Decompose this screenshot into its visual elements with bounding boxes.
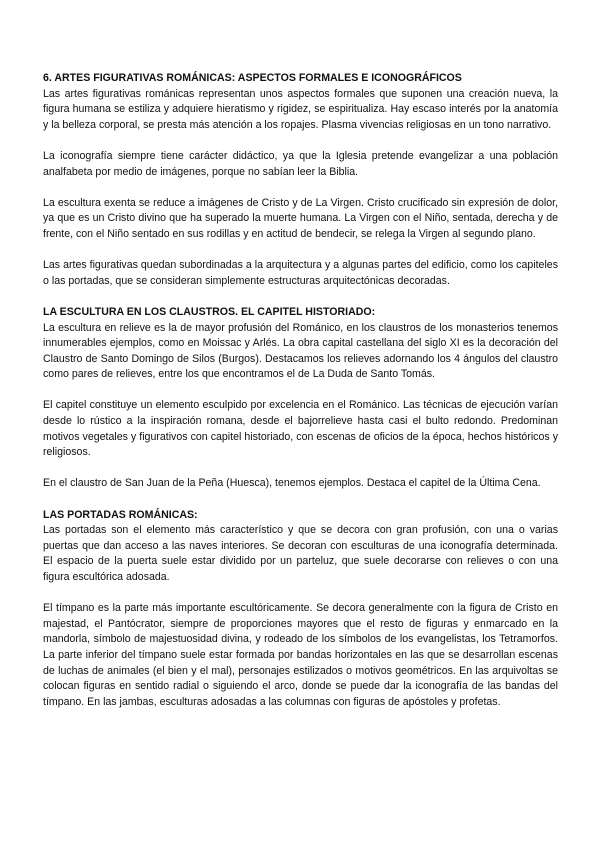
paragraph: En el claustro de San Juan de la Peña (Huesca), tenemos ejemplos. Destaca el capitel de la Última Cena. bbox=[43, 477, 541, 490]
section-portadas-romanicas bbox=[43, 508, 558, 711]
paragraph: El tímpano es la parte más importante escultóricamente. Se decora generalmente con la figura de Cristo en majestad, el Pantócrator, siempre de proporciones mayores que el resto de figuras y enmarcado en la mandorla, símbolo de majestuosidad divina, y rodeado de los símbolos de los evangelistas, los Tetramorfos. La parte inferior del tímpano suele estar formada por bandas horizontales en las que se desarrollan escenas de luchas de animales (el bien y el mal), personajes estilizados o motivos geométricos. En las arquivoltas se colocan figuras en sentido radial o siguiendo el arco, donde se puede dar la iconografía de las bandas del tímpano. En las jambas, esculturas adosadas a las columnas con figuras de apóstoles y profetas. bbox=[43, 602, 558, 708]
section-artes-figurativas bbox=[43, 71, 558, 289]
paragraph: Las artes figurativas románicas representan unos aspectos formales que suponen una creación nueva, la figura humana se estiliza y adquiere hieratismo y rigidez, se espiritualiza. Hay escaso interés por la anatomía y la belleza corporal, se presta más atención a los ropajes. Plasma vivencias religiosas en un tono narrativo. bbox=[43, 87, 558, 131]
section-heading: LA ESCULTURA EN LOS CLAUSTROS. EL CAPITEL HISTORIADO: bbox=[43, 305, 376, 318]
section-heading: LAS PORTADAS ROMÁNICAS: bbox=[43, 508, 198, 521]
paragraph: La iconografía siempre tiene carácter didáctico, ya que la Iglesia pretende evangelizar a una población analfabeta por medio de imágenes, porque no sabían leer la Biblia. bbox=[43, 149, 558, 178]
section-heading: 6. ARTES FIGURATIVAS ROMÁNICAS: ASPECTOS FORMALES E ICONOGRÁFICOS bbox=[43, 72, 462, 84]
paragraph: La escultura en relieve es la de mayor profusión del Románico, en los claustros de los monasterios tenemos innumerables ejemplos, como en Moissac y Arlés. La obra capital castellana del siglo XI es la decoración del Claustro de Santo Domingo de Silos (Burgos). Destacamos los relieves adornando los 4 ángulos del claustro como pares de relieves, entre los que encontramos el de La Duda de Santo Tomás. bbox=[43, 321, 558, 381]
section-escultura-claustros bbox=[43, 305, 558, 492]
paragraph: El capitel constituye un elemento esculpido por excelencia en el Románico. Las técnicas de ejecución varían desde lo rústico a la inspiración romana, desde el bajorrelieve hasta casi el bulto redondo. Predominan motivos vegetales y figurativos con capitel historiado, con escenas de oficios de la época, hechos históricos y religiosos. bbox=[43, 399, 558, 459]
paragraph: Las artes figurativas quedan subordinadas a la arquitectura y a algunas partes del edificio, como los capiteles o las portadas, que se consideran simplemente estructuras arquitectónicas decoradas. bbox=[43, 259, 558, 287]
paragraph: Las portadas son el elemento más característico y que se decora con gran profusión, con una o varias puertas que dan acceso a las naves interiores. Se decoran con esculturas de una iconografía determinada. El espacio de la puerta suele estar dividido por un parteluz, que suele decorarse con relieves o con una figura escultórica adosada. bbox=[43, 524, 558, 583]
paragraph: La escultura exenta se reduce a imágenes de Cristo y de La Virgen. Cristo crucificado sin expresión de dolor, ya que es un Cristo divino que ha superado la muerte humana. La Virgen con el Niño, sentada, derecha y de frente, con el Niño sentado en sus rodillas y en actitud de bendecir, se relega la Virgen al segundo plano. bbox=[43, 196, 558, 240]
document-body bbox=[43, 71, 558, 726]
